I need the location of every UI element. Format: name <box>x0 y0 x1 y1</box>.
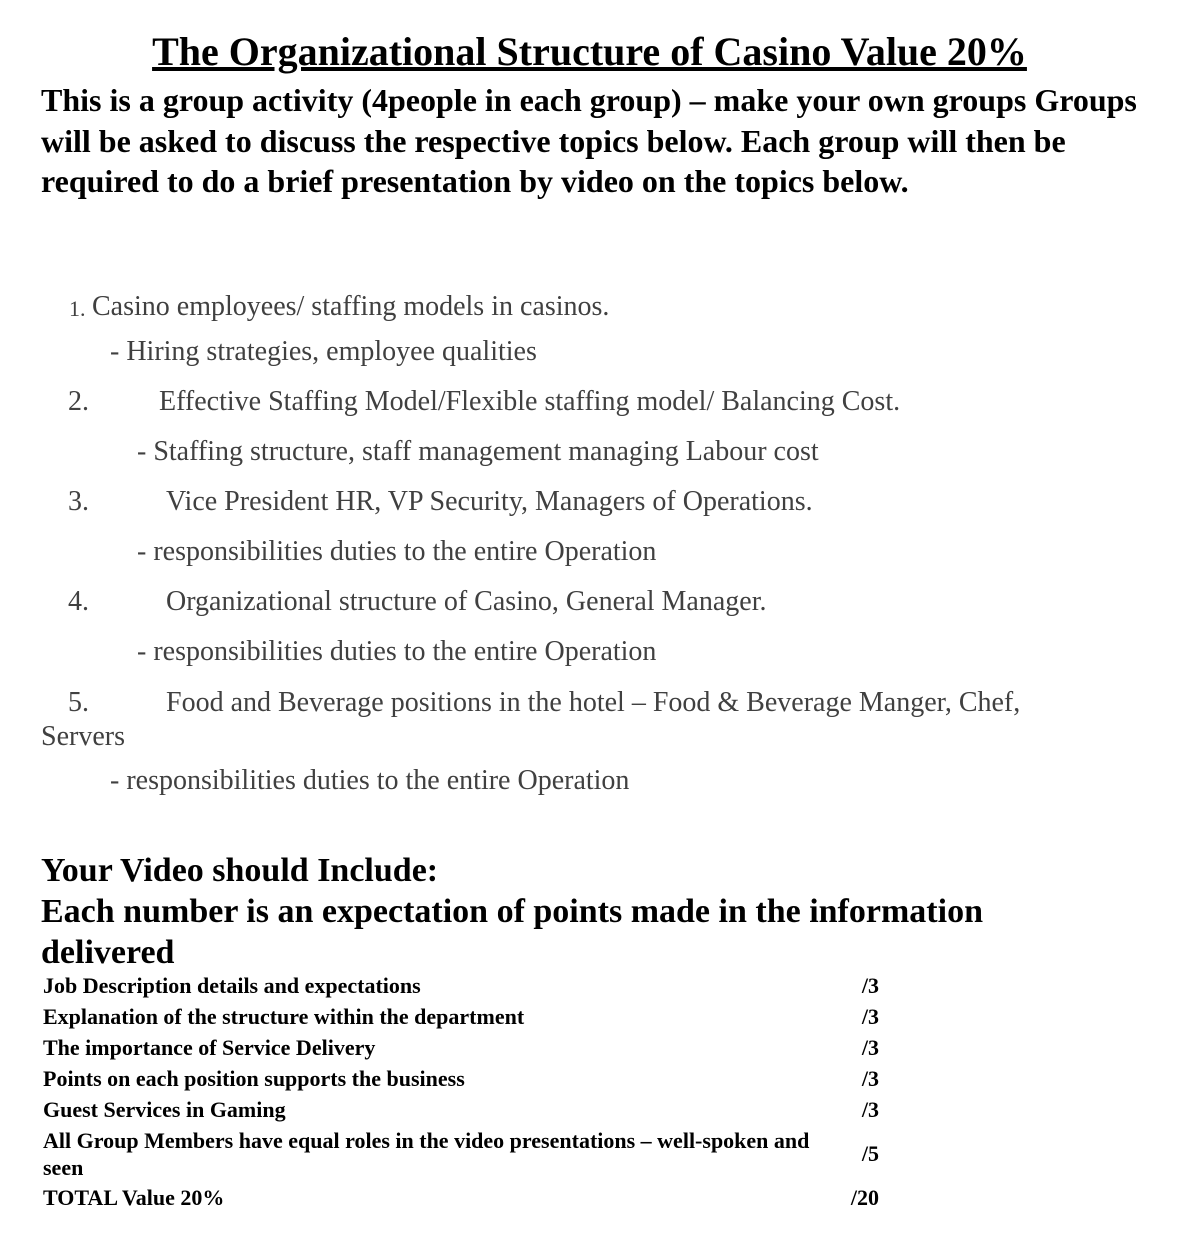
rubric-points: /3 <box>861 973 879 998</box>
topic-1-heading: Casino employees/ staffing models in casinos. <box>92 291 610 322</box>
rubric-row <box>43 1127 883 1181</box>
topic-5-heading: Food and Beverage positions in the hotel – Food & Beverage Manger, Chef, <box>166 687 1021 718</box>
topic-5-detail: - responsibilities duties to the entire Operation <box>110 765 630 796</box>
topic-4-heading: Organizational structure of Casino, General Manager. <box>166 586 767 617</box>
rubric-label: Points on each position supports the business <box>43 1066 465 1091</box>
rubric-points: /3 <box>861 1035 879 1060</box>
rubric-points: /3 <box>861 1066 879 1091</box>
topic-2-heading: Effective Staffing Model/Flexible staffing model/ Balancing Cost. <box>159 386 901 417</box>
topic-3-number: 3. <box>68 486 89 517</box>
rubric-total-label: TOTAL Value 20% <box>43 1185 225 1210</box>
topic-5-number: 5. <box>68 687 89 718</box>
rubric-label: All Group Members have equal roles in the video presentations – well-spoken and seen <box>43 1128 810 1180</box>
topic-1-detail: - Hiring strategies, employee qualities <box>110 336 537 367</box>
video-subheading: Each number is an expectation of points made in the information delivered <box>41 893 983 971</box>
rubric-points: /3 <box>861 1097 879 1122</box>
rubric-label: Guest Services in Gaming <box>43 1097 286 1122</box>
video-heading: Your Video should Include: <box>41 852 439 889</box>
topic-3-heading: Vice President HR, VP Security, Managers of Operations. <box>166 486 813 517</box>
topic-2-number: 2. <box>68 386 89 417</box>
rubric-total-points: /20 <box>850 1185 879 1210</box>
rubric-points: /3 <box>861 1004 879 1029</box>
intro-paragraph: This is a group activity (4people in each group) – make your own groups Groups will be asked to discuss the respective topics below. Each group will then be required to do a brief presentation by video on the topics below. <box>41 82 1137 199</box>
topic-5-heading-wrap: Servers <box>41 721 125 752</box>
rubric-label: The importance of Service Delivery <box>43 1035 376 1060</box>
topic-3-detail: - responsibilities duties to the entire Operation <box>137 536 657 567</box>
topic-2-detail: - Staffing structure, staff management managing Labour cost <box>137 436 819 467</box>
rubric-points: /5 <box>861 1141 879 1166</box>
topic-4-detail: - responsibilities duties to the entire Operation <box>137 636 657 667</box>
rubric-label: Job Description details and expectations <box>43 973 421 998</box>
topic-4-number: 4. <box>68 586 89 617</box>
rubric-label: Explanation of the structure within the department <box>43 1004 525 1029</box>
page-title: The Organizational Structure of Casino Value 20% <box>152 29 1027 74</box>
topic-1-number: 1. <box>69 296 86 321</box>
